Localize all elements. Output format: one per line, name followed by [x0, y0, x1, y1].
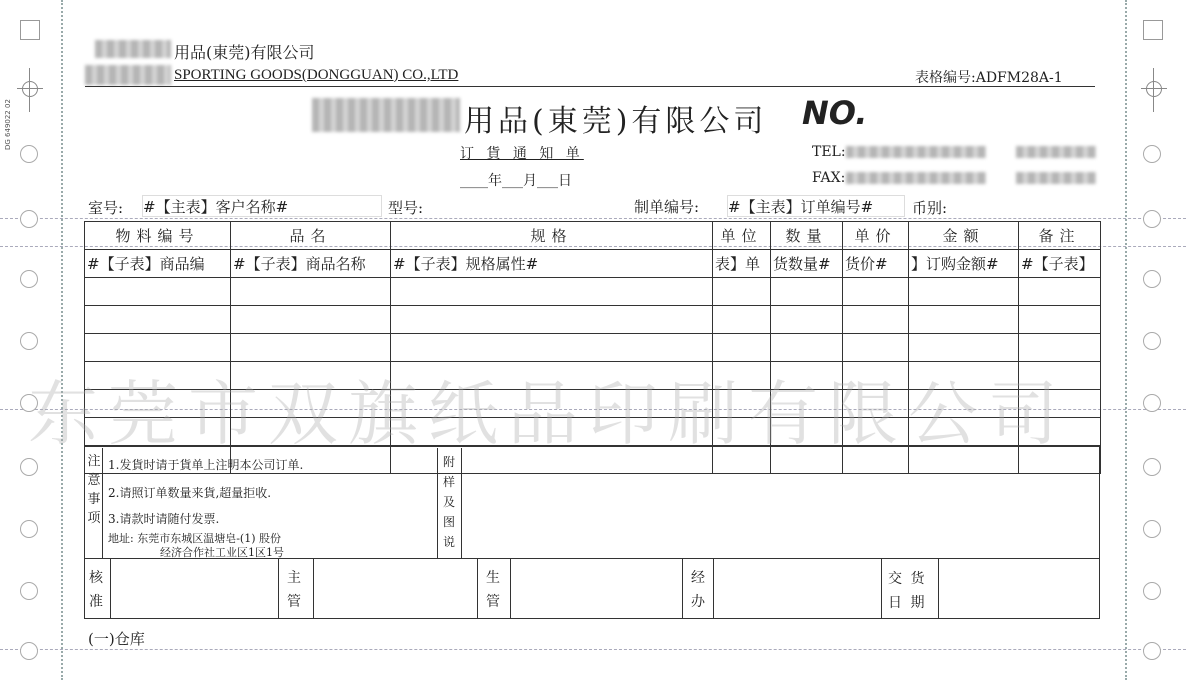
- sign-divider: [278, 559, 279, 619]
- redacted-fax: [846, 172, 986, 184]
- copy-label: (一)仓库: [88, 630, 145, 648]
- table-cell[interactable]: [713, 306, 771, 334]
- notes-divider: [102, 448, 103, 558]
- table-cell[interactable]: [771, 278, 843, 306]
- table-cell[interactable]: [843, 278, 909, 306]
- table-cell[interactable]: [391, 278, 713, 306]
- header-spec: 规格: [391, 222, 713, 250]
- feed-hole-icon: [20, 210, 38, 228]
- right-perforation: [1125, 0, 1127, 680]
- side-code: DG 649022 02: [4, 99, 12, 150]
- note-1: 1.发貨时请于貨单上注明本公司订单.: [108, 458, 304, 472]
- sign-divider: [110, 559, 111, 619]
- sign-divider: [881, 559, 882, 619]
- table-row: [85, 278, 1101, 306]
- fax-label: FAX:: [812, 170, 846, 186]
- feed-hole-icon: [1143, 520, 1161, 538]
- doc-title: 订 貨 通 知 单: [460, 146, 584, 162]
- feed-hole-icon: [20, 520, 38, 538]
- feed-hole-icon: [20, 270, 38, 288]
- redacted-tel: [1016, 146, 1096, 158]
- date-year: ____年: [460, 173, 502, 189]
- attach-divider-left: [437, 448, 438, 558]
- handler-sign-field[interactable]: [717, 562, 877, 616]
- tel-label: TEL:: [812, 144, 846, 160]
- feed-hole-icon: [1143, 210, 1161, 228]
- note-address-2: 经济合作社工业区1区1号: [160, 546, 284, 559]
- table-cell[interactable]: [771, 306, 843, 334]
- sign-production-label: 生管: [486, 570, 500, 610]
- fold-line: [0, 218, 1186, 219]
- company-name-cn: 用品(東莞)有限公司: [174, 43, 315, 62]
- feed-hole-icon: [1143, 394, 1161, 412]
- redacted-title-logo: [312, 98, 460, 132]
- corner-square-icon: [20, 20, 40, 40]
- attach-divider-right: [461, 448, 462, 558]
- fold-line: [0, 649, 1186, 650]
- sign-delivery-label-a: 交 货: [888, 571, 927, 587]
- feed-hole-icon: [20, 642, 38, 660]
- approve-sign-field[interactable]: [114, 562, 274, 616]
- production-sign-field[interactable]: [514, 562, 678, 616]
- table-cell[interactable]: [909, 278, 1019, 306]
- sign-divider: [682, 559, 683, 619]
- supervisor-sign-field[interactable]: [317, 562, 473, 616]
- note-3: 3.请款时请随付发票.: [108, 512, 220, 526]
- sign-handler-label: 经办: [691, 570, 705, 610]
- feed-hole-icon: [1143, 458, 1161, 476]
- table-cell[interactable]: 货价#: [843, 250, 909, 278]
- attach-label: 附样及图说: [442, 455, 455, 549]
- feed-hole-icon: [1143, 145, 1161, 163]
- header-quantity: 数量: [771, 222, 843, 250]
- header-unit: 单位: [713, 222, 771, 250]
- watermark: 东莞市双旗纸品印刷有限公司: [28, 373, 1068, 455]
- table-cell[interactable]: [85, 278, 231, 306]
- table-header-row: [85, 222, 1101, 250]
- order-field[interactable]: #【主表】订单编号#: [727, 195, 905, 217]
- feed-hole-icon: [20, 458, 38, 476]
- table-cell[interactable]: #【子表】商品编: [85, 250, 231, 278]
- redacted-fax: [1016, 172, 1096, 184]
- table-cell[interactable]: [391, 306, 713, 334]
- corner-square-icon: [1143, 20, 1163, 40]
- sign-approve-label: 核准: [89, 570, 103, 610]
- note-address: 地址: 东莞市东城区温塘皂-(1) 股份: [108, 532, 281, 545]
- redacted-tel: [846, 146, 986, 158]
- registration-mark-icon: [1141, 68, 1167, 112]
- feed-hole-icon: [1143, 582, 1161, 600]
- header-amount: 金额: [909, 222, 1019, 250]
- title-company: 用品(東莞)有限公司: [464, 104, 768, 139]
- company-name-en: SPORTING GOODS(DONGGUAN) CO.,LTD: [174, 67, 459, 83]
- table-cell[interactable]: [843, 306, 909, 334]
- table-cell[interactable]: #【子表】: [1019, 250, 1101, 278]
- redacted-logo: [85, 65, 171, 85]
- table-cell[interactable]: #【子表】规格属性#: [391, 250, 713, 278]
- model-label: 型号:: [388, 199, 424, 217]
- customer-label: 室号:: [88, 199, 124, 217]
- table-row: [85, 250, 1101, 278]
- feed-hole-icon: [20, 145, 38, 163]
- order-label: 制单编号:: [634, 198, 700, 216]
- table-cell[interactable]: 货数量#: [771, 250, 843, 278]
- sign-divider: [313, 559, 314, 619]
- table-cell[interactable]: 表】单: [713, 250, 771, 278]
- currency-label: 币别:: [912, 199, 948, 217]
- header-material-no: 物料编号: [85, 222, 231, 250]
- sign-divider: [938, 559, 939, 619]
- title-no: NO.: [802, 94, 868, 132]
- notes-label: 注意事项: [87, 454, 101, 526]
- feed-hole-icon: [1143, 642, 1161, 660]
- sign-delivery-label-b: 日 期: [888, 595, 927, 611]
- table-cell[interactable]: [231, 306, 391, 334]
- table-cell[interactable]: [231, 278, 391, 306]
- table-row: [85, 306, 1101, 334]
- table-cell[interactable]: #【子表】商品名称: [231, 250, 391, 278]
- sign-supervisor-label: 主管: [287, 570, 301, 610]
- feed-hole-icon: [1143, 332, 1161, 350]
- sign-divider: [477, 559, 478, 619]
- sign-divider: [713, 559, 714, 619]
- table-cell[interactable]: [909, 306, 1019, 334]
- table-cell[interactable]: [85, 306, 231, 334]
- date-day: ___日: [537, 173, 572, 189]
- sign-divider: [510, 559, 511, 619]
- feed-hole-icon: [1143, 270, 1161, 288]
- left-perforation: [61, 0, 63, 680]
- note-2: 2.请照订单数量来貨,超量拒收.: [108, 486, 272, 500]
- header-remarks: 备注: [1019, 222, 1101, 250]
- header-unit-price: 单价: [843, 222, 909, 250]
- header-product-name: 品名: [231, 222, 391, 250]
- feed-hole-icon: [20, 332, 38, 350]
- attachment-area[interactable]: [464, 450, 1094, 554]
- table-cell[interactable]: 】订购金额#: [909, 250, 1019, 278]
- redacted-logo: [95, 40, 171, 58]
- date-line: [460, 170, 572, 190]
- date-month: ___月: [502, 173, 537, 189]
- customer-field[interactable]: #【主表】客户名称#: [142, 195, 382, 217]
- form-number: 表格编号:ADFM28A-1: [915, 70, 1063, 86]
- delivery-date-field[interactable]: [942, 562, 1092, 616]
- registration-mark-icon: [17, 68, 43, 112]
- feed-hole-icon: [20, 582, 38, 600]
- table-cell[interactable]: [713, 278, 771, 306]
- table-cell[interactable]: [1019, 306, 1101, 334]
- table-cell[interactable]: [1019, 278, 1101, 306]
